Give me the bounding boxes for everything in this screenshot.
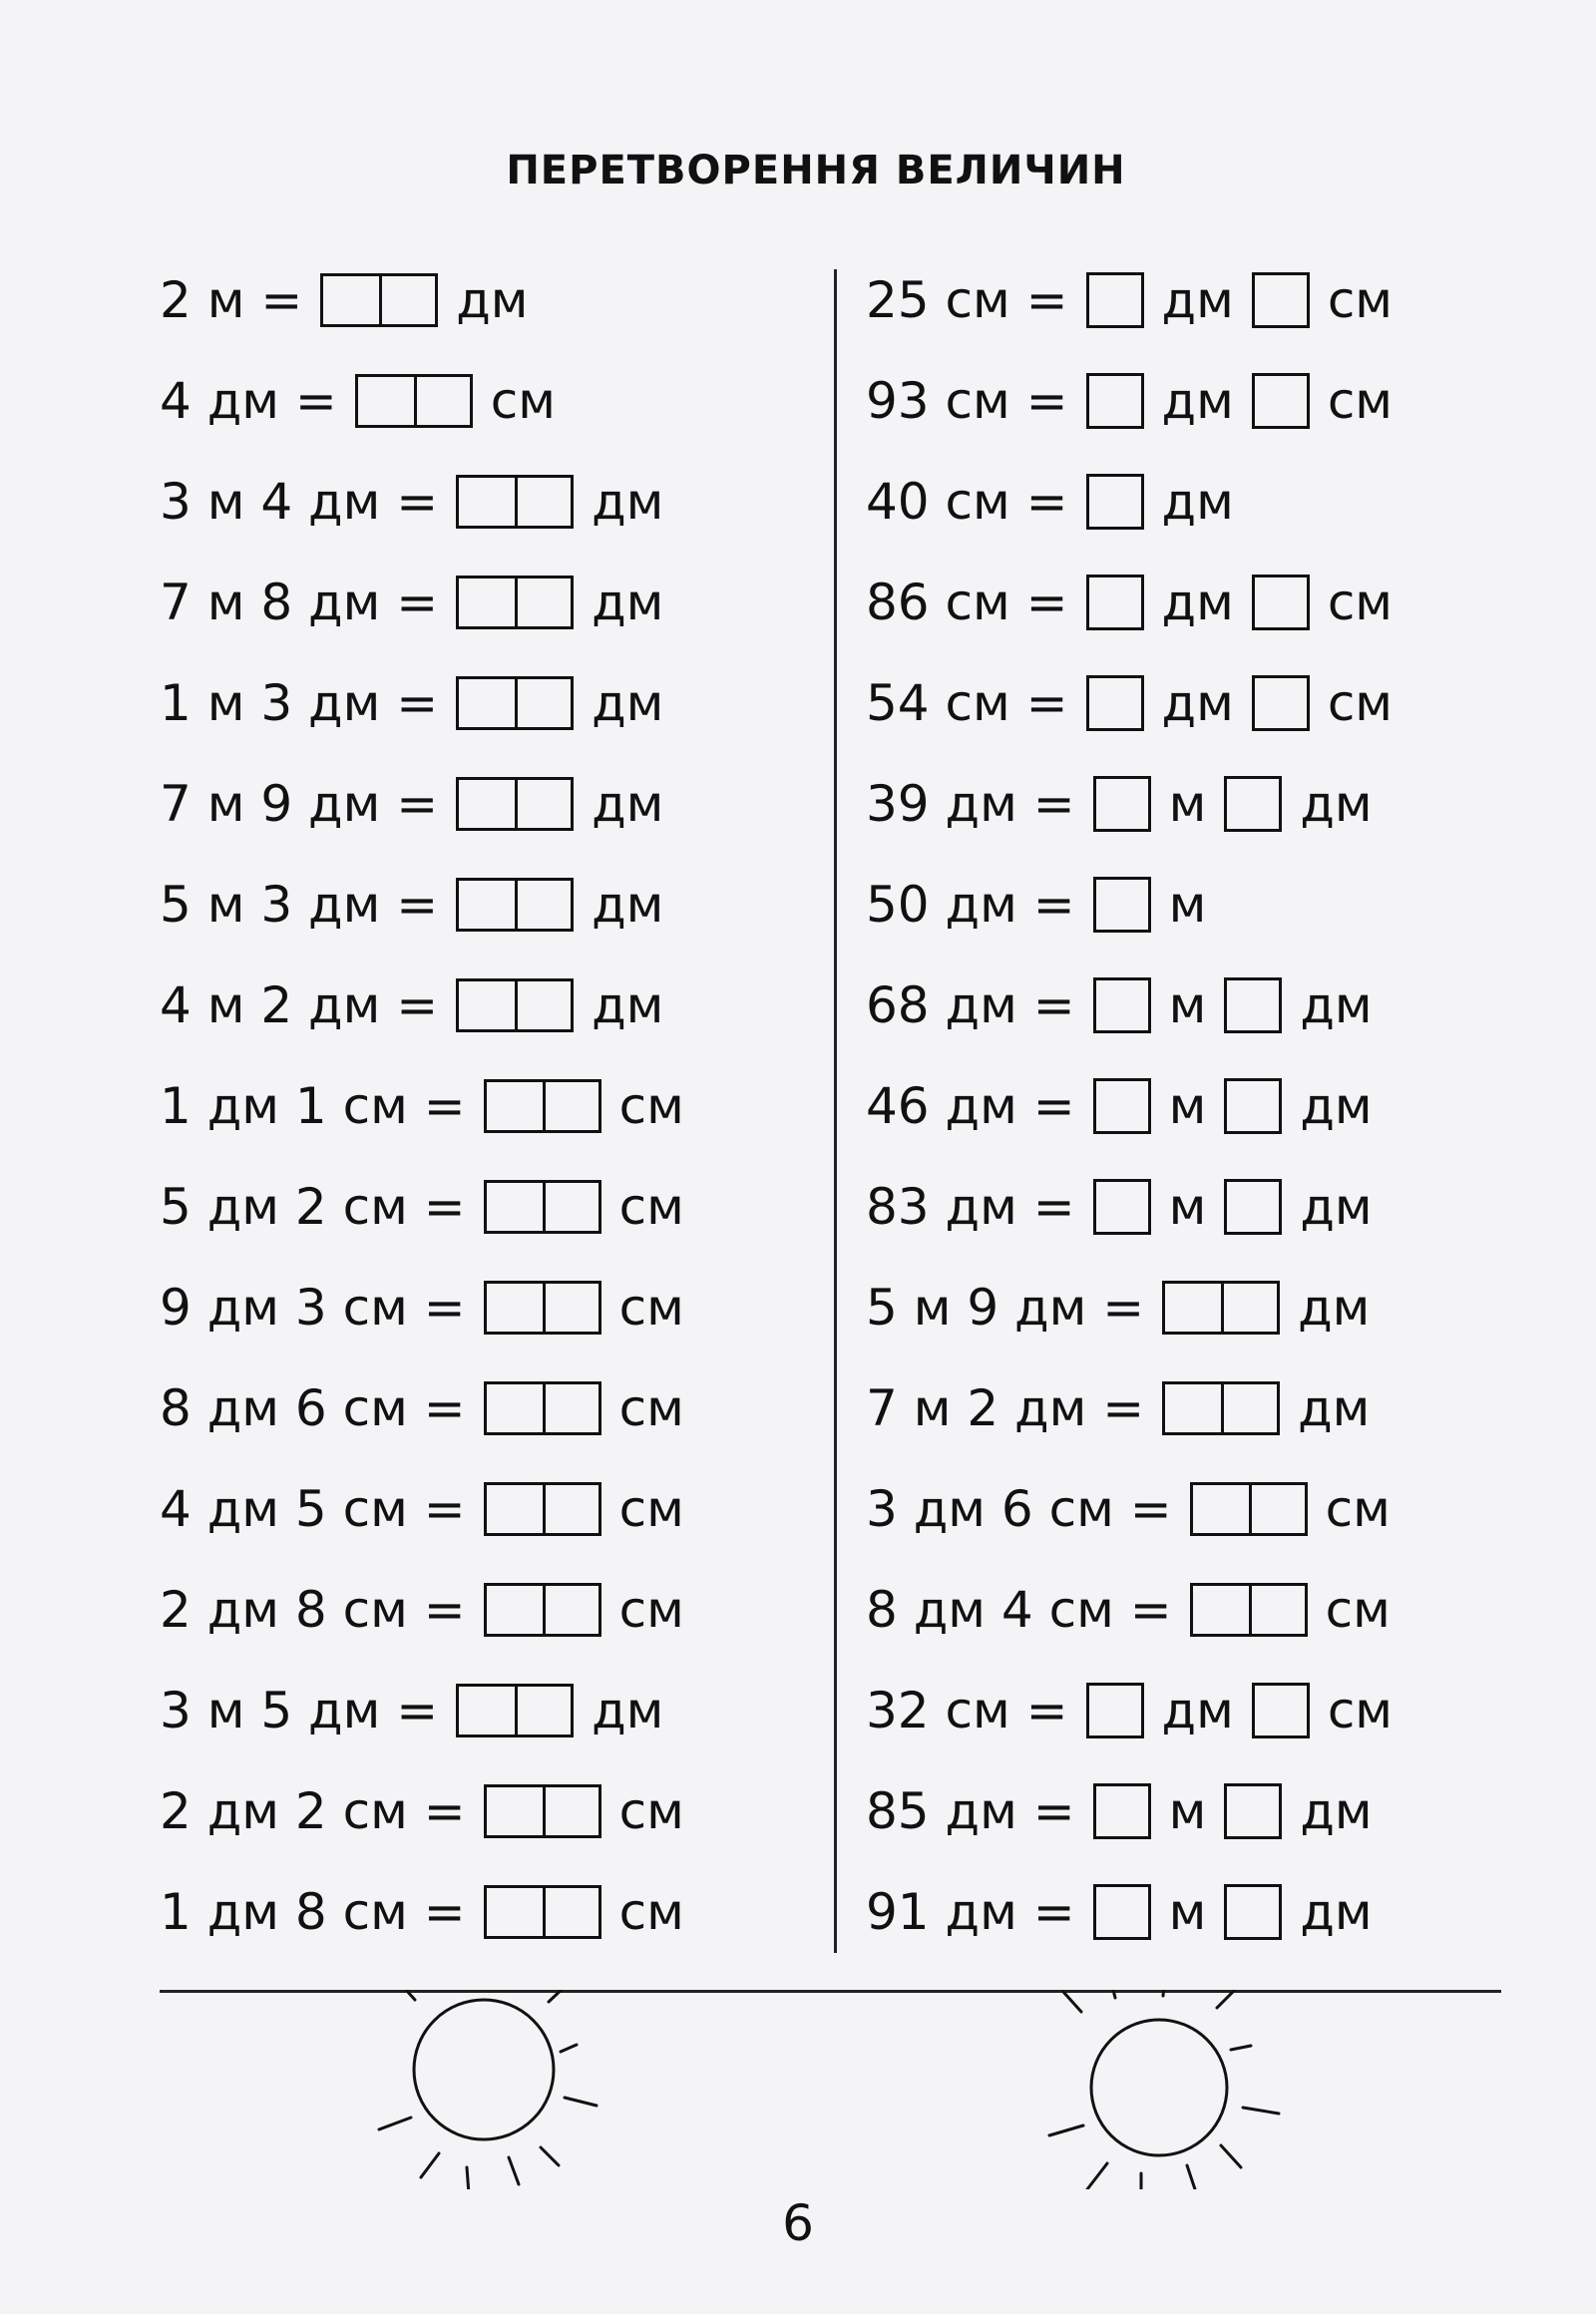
unit-label: см — [1327, 371, 1394, 430]
exercise-row — [160, 350, 684, 451]
unit-label: дм — [592, 1681, 664, 1739]
digit-cell[interactable] — [1221, 1384, 1277, 1432]
unit-label: дм — [1161, 573, 1234, 631]
exercise-expression: 1 дм 1 см = — [160, 1076, 466, 1135]
digit-cell[interactable] — [543, 1485, 598, 1533]
digit-cell[interactable] — [459, 780, 515, 828]
unit-label: дм — [592, 774, 664, 833]
unit-label: дм — [1300, 1882, 1373, 1941]
answer-box-two-digit[interactable] — [456, 475, 574, 529]
answer-box-single[interactable] — [1252, 675, 1310, 731]
answer-box-two-digit[interactable] — [320, 273, 438, 327]
answer-box-two-digit[interactable] — [1162, 1381, 1280, 1435]
exercise-expression: 2 дм 8 см = — [160, 1580, 466, 1639]
unit-label: дм — [592, 673, 664, 732]
unit-label: см — [490, 371, 557, 430]
unit-label: дм — [1161, 1681, 1234, 1739]
exercise-expression: 5 м 3 дм = — [160, 875, 439, 934]
unit-label: см — [618, 1378, 684, 1437]
digit-cell[interactable] — [459, 981, 515, 1029]
digit-cell[interactable] — [543, 1586, 598, 1634]
answer-box-two-digit[interactable] — [456, 676, 574, 730]
exercise-expression: 8 дм 6 см = — [160, 1378, 466, 1437]
exercise-expression: 3 м 4 дм = — [160, 472, 439, 531]
answer-box-single[interactable] — [1093, 776, 1151, 832]
sun-icon-right — [1037, 1990, 1297, 2189]
digit-cell[interactable] — [487, 1586, 543, 1634]
answer-box-single[interactable] — [1086, 373, 1144, 429]
exercise-expression: 5 м 9 дм = — [866, 1278, 1145, 1337]
answer-box-two-digit[interactable] — [456, 576, 574, 629]
digit-cell[interactable] — [459, 1687, 515, 1735]
exercise-expression: 8 дм 4 см = — [866, 1580, 1172, 1639]
answer-box-single[interactable] — [1224, 1783, 1282, 1839]
digit-cell[interactable] — [487, 1384, 543, 1432]
unit-label: дм — [1300, 774, 1373, 833]
unit-label: дм — [1161, 270, 1234, 329]
unit-label: см — [618, 1781, 684, 1840]
exercise-expression: 2 дм 2 см = — [160, 1781, 466, 1840]
exercise-expression: 1 дм 8 см = — [160, 1882, 466, 1941]
digit-cell[interactable] — [459, 478, 515, 526]
exercise-expression: 91 дм = — [866, 1882, 1075, 1941]
exercise-expression: 40 см = — [866, 472, 1068, 531]
digit-cell[interactable] — [1193, 1586, 1249, 1634]
answer-box-single[interactable] — [1086, 675, 1144, 731]
unit-label: м — [1168, 1882, 1207, 1941]
exercise-expression: 93 см = — [866, 371, 1068, 430]
exercise-expression: 1 м 3 дм = — [160, 673, 439, 732]
answer-box-two-digit[interactable] — [1190, 1583, 1308, 1637]
unit-label: дм — [1300, 1177, 1373, 1236]
answer-box-two-digit[interactable] — [456, 777, 574, 831]
exercise-row — [866, 1357, 1393, 1458]
digit-cell[interactable] — [414, 377, 470, 425]
unit-label: дм — [592, 875, 664, 934]
exercise-row — [160, 1458, 684, 1559]
exercise-expression: 3 дм 6 см = — [866, 1479, 1172, 1538]
answer-box-two-digit[interactable] — [456, 978, 574, 1032]
exercise-row — [160, 1660, 684, 1760]
answer-box-two-digit[interactable] — [355, 374, 473, 428]
answer-box-two-digit[interactable] — [484, 1381, 601, 1435]
exercise-row — [866, 955, 1393, 1055]
unit-label: см — [618, 1882, 684, 1941]
exercise-expression: 7 м 9 дм = — [160, 774, 439, 833]
digit-cell[interactable] — [1221, 1284, 1277, 1332]
digit-cell[interactable] — [323, 276, 379, 324]
digit-cell[interactable] — [1165, 1384, 1221, 1432]
exercise-row — [866, 1660, 1393, 1760]
page-title: ПЕРЕТВОРЕННЯ ВЕЛИЧИН — [506, 148, 1126, 193]
unit-label: дм — [592, 472, 664, 531]
answer-box-single[interactable] — [1093, 977, 1151, 1033]
exercise-row — [160, 451, 684, 552]
unit-label: дм — [456, 270, 529, 329]
digit-cell[interactable] — [358, 377, 414, 425]
exercise-expression: 4 м 2 дм = — [160, 975, 439, 1034]
exercise-row — [160, 652, 684, 753]
exercise-row — [160, 249, 684, 350]
answer-box-single[interactable] — [1224, 1884, 1282, 1940]
digit-cell[interactable] — [515, 1687, 571, 1735]
exercise-row — [160, 1559, 684, 1660]
answer-box-single[interactable] — [1224, 1179, 1282, 1235]
exercise-row — [160, 1861, 684, 1962]
exercise-row — [866, 552, 1393, 652]
answer-box-two-digit[interactable] — [484, 1180, 601, 1234]
unit-label: м — [1168, 1781, 1207, 1840]
digit-cell[interactable] — [1165, 1284, 1221, 1332]
unit-label: см — [1327, 1681, 1394, 1739]
unit-label: дм — [1161, 673, 1234, 732]
unit-label: м — [1168, 975, 1207, 1034]
digit-cell[interactable] — [515, 478, 571, 526]
unit-label: см — [1327, 573, 1394, 631]
exercise-expression: 4 дм = — [160, 371, 337, 430]
exercise-row — [866, 1861, 1393, 1962]
digit-cell[interactable] — [459, 679, 515, 727]
unit-label: м — [1168, 1076, 1207, 1135]
unit-label: см — [618, 1177, 684, 1236]
exercise-row — [866, 1055, 1393, 1156]
column-divider — [834, 269, 837, 1953]
digit-cell[interactable] — [487, 1888, 543, 1936]
answer-box-two-digit[interactable] — [484, 1079, 601, 1133]
exercise-row — [160, 1760, 684, 1861]
bottom-divider — [160, 1990, 1501, 1993]
exercise-row — [866, 652, 1393, 753]
page-number: 6 — [782, 2194, 814, 2252]
digit-cell[interactable] — [487, 1284, 543, 1332]
answer-box-two-digit[interactable] — [484, 1583, 601, 1637]
answer-box-single[interactable] — [1224, 977, 1282, 1033]
exercise-row — [866, 1559, 1393, 1660]
digit-cell[interactable] — [487, 1183, 543, 1231]
exercise-expression: 54 см = — [866, 673, 1068, 732]
answer-box-single[interactable] — [1252, 1683, 1310, 1738]
exercise-expression: 7 м 8 дм = — [160, 573, 439, 631]
unit-label: м — [1168, 774, 1207, 833]
unit-label: см — [618, 1479, 684, 1538]
exercise-row — [866, 350, 1393, 451]
unit-label: см — [618, 1278, 684, 1337]
exercise-expression: 50 дм = — [866, 875, 1075, 934]
exercise-expression: 39 дм = — [866, 774, 1075, 833]
exercise-expression: 5 дм 2 см = — [160, 1177, 466, 1236]
digit-cell[interactable] — [487, 1787, 543, 1835]
unit-label: дм — [1300, 975, 1373, 1034]
exercise-row — [160, 854, 684, 955]
answer-box-single[interactable] — [1086, 575, 1144, 630]
exercise-expression: 2 м = — [160, 270, 303, 329]
digit-cell[interactable] — [459, 578, 515, 626]
exercise-expression: 68 дм = — [866, 975, 1075, 1034]
digit-cell[interactable] — [515, 780, 571, 828]
exercise-row — [866, 1156, 1393, 1257]
unit-label: см — [1327, 270, 1394, 329]
digit-cell[interactable] — [515, 679, 571, 727]
exercise-expression: 3 м 5 дм = — [160, 1681, 439, 1739]
exercise-expression: 46 дм = — [866, 1076, 1075, 1135]
answer-box-two-digit[interactable] — [456, 1684, 574, 1737]
unit-label: м — [1168, 1177, 1207, 1236]
exercise-expression: 32 см = — [866, 1681, 1068, 1739]
unit-label: см — [618, 1076, 684, 1135]
digit-cell[interactable] — [1249, 1485, 1305, 1533]
digit-cell[interactable] — [487, 1082, 543, 1130]
exercise-expression: 86 см = — [866, 573, 1068, 631]
right-exercise-column — [866, 249, 1393, 1962]
exercise-row — [866, 1760, 1393, 1861]
exercise-row — [866, 451, 1393, 552]
exercise-row — [160, 1357, 684, 1458]
unit-label: м — [1168, 875, 1207, 934]
unit-label: дм — [1161, 371, 1234, 430]
digit-cell[interactable] — [543, 1183, 598, 1231]
unit-label: дм — [1298, 1278, 1371, 1337]
answer-box-two-digit[interactable] — [1162, 1281, 1280, 1335]
unit-label: см — [1325, 1479, 1391, 1538]
answer-box-single[interactable] — [1093, 1884, 1151, 1940]
answer-box-two-digit[interactable] — [484, 1784, 601, 1838]
exercise-row — [866, 854, 1393, 955]
exercise-expression: 83 дм = — [866, 1177, 1075, 1236]
digit-cell[interactable] — [543, 1082, 598, 1130]
digit-cell[interactable] — [515, 881, 571, 929]
exercise-row — [160, 1156, 684, 1257]
answer-box-single[interactable] — [1252, 373, 1310, 429]
exercise-expression: 25 см = — [866, 270, 1068, 329]
digit-cell[interactable] — [487, 1485, 543, 1533]
unit-label: см — [618, 1580, 684, 1639]
answer-box-single[interactable] — [1224, 776, 1282, 832]
answer-box-two-digit[interactable] — [484, 1482, 601, 1536]
answer-box-single[interactable] — [1086, 1683, 1144, 1738]
unit-label: дм — [592, 573, 664, 631]
digit-cell[interactable] — [459, 881, 515, 929]
digit-cell[interactable] — [543, 1787, 598, 1835]
exercise-row — [160, 753, 684, 854]
unit-label: см — [1325, 1580, 1391, 1639]
digit-cell[interactable] — [543, 1384, 598, 1432]
exercise-expression: 4 дм 5 см = — [160, 1479, 466, 1538]
digit-cell[interactable] — [1249, 1586, 1305, 1634]
digit-cell[interactable] — [379, 276, 435, 324]
answer-box-two-digit[interactable] — [1190, 1482, 1308, 1536]
unit-label: дм — [1300, 1076, 1373, 1135]
unit-label: дм — [1298, 1378, 1371, 1437]
digit-cell[interactable] — [1193, 1485, 1249, 1533]
answer-box-two-digit[interactable] — [484, 1885, 601, 1939]
exercise-expression: 7 м 2 дм = — [866, 1378, 1145, 1437]
digit-cell[interactable] — [543, 1284, 598, 1332]
exercise-row — [866, 753, 1393, 854]
unit-label: дм — [1161, 472, 1234, 531]
exercise-expression: 85 дм = — [866, 1781, 1075, 1840]
answer-box-single[interactable] — [1086, 272, 1144, 328]
answer-box-single[interactable] — [1093, 1783, 1151, 1839]
digit-cell[interactable] — [515, 981, 571, 1029]
exercise-row — [160, 552, 684, 652]
unit-label: дм — [592, 975, 664, 1034]
unit-label: см — [1327, 673, 1394, 732]
answer-box-single[interactable] — [1093, 1078, 1151, 1134]
answer-box-two-digit[interactable] — [484, 1281, 601, 1335]
answer-box-single[interactable] — [1252, 272, 1310, 328]
exercise-row — [866, 1458, 1393, 1559]
left-exercise-column — [160, 249, 684, 1962]
exercise-expression: 9 дм 3 см = — [160, 1278, 466, 1337]
exercise-row — [160, 1055, 684, 1156]
answer-box-single[interactable] — [1086, 474, 1144, 530]
exercise-row — [160, 1257, 684, 1357]
exercise-row — [866, 249, 1393, 350]
exercise-row — [160, 955, 684, 1055]
answer-box-single[interactable] — [1252, 575, 1310, 630]
exercise-row — [866, 1257, 1393, 1357]
answer-box-single[interactable] — [1093, 877, 1151, 933]
sun-icon-left — [369, 1990, 628, 2189]
digit-cell[interactable] — [543, 1888, 598, 1936]
answer-box-single[interactable] — [1093, 1179, 1151, 1235]
answer-box-two-digit[interactable] — [456, 878, 574, 932]
digit-cell[interactable] — [515, 578, 571, 626]
answer-box-single[interactable] — [1224, 1078, 1282, 1134]
unit-label: дм — [1300, 1781, 1373, 1840]
